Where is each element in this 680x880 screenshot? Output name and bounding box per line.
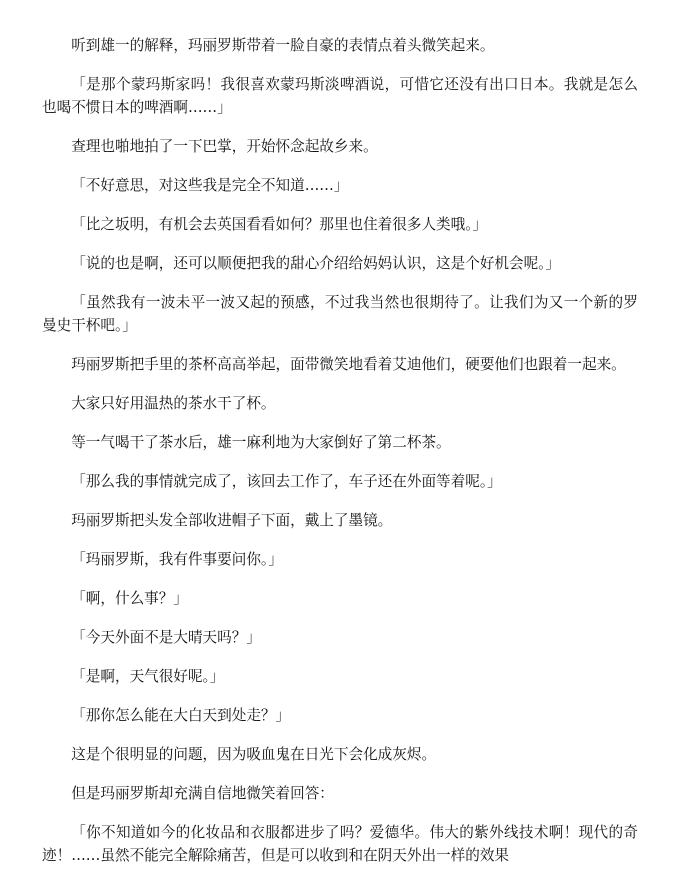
paragraph: 「不好意思，对这些我是完全不知道……」 (71, 177, 349, 194)
paragraph: 「玛丽罗斯，我有件事要问你。」 (71, 551, 283, 568)
paragraph: 「那么我的事情就完成了，该回去工作了，车子还在外面等着呢。」 (71, 473, 502, 490)
paragraph: 「今天外面不是大晴天吗？」 (71, 629, 261, 646)
paragraph: 「啊，什么事？」 (71, 590, 188, 607)
paragraph: 等一气喝干了茶水后，雄一麻利地为大家倒好了第二杯茶。 (71, 434, 451, 451)
paragraph: 听到雄一的解释，玛丽罗斯带着一脸自豪的表情点着头微笑起来。 (71, 37, 495, 54)
paragraph: 查理也啪地拍了一下巴掌，开始怀念起故乡来。 (71, 138, 378, 155)
paragraph: 「那你怎么能在大白天到处走？」 (71, 707, 291, 724)
paragraph: 「比之坂明，有机会去英国看看如何？那里也住着很多人类哦。」 (71, 216, 488, 233)
paragraph: 玛丽罗斯把手里的茶杯高高举起，面带微笑地看着艾迪他们，硬要他们也跟着一起来。 (71, 356, 626, 373)
paragraph: 大家只好用温热的茶水干了杯。 (71, 395, 276, 412)
paragraph: 「虽然我有一波未平一波又起的预感，不过我当然也很期待了。让我们为又一个新的罗曼史干杯吧。」 (42, 294, 638, 334)
paragraph: 「是那个蒙玛斯家吗！我很喜欢蒙玛斯淡啤酒说，可惜它还没有出口日本。我就是怎么也喝不惯日本的啤酒啊……」 (42, 76, 638, 116)
paragraph: 玛丽罗斯把头发全部收进帽子下面，戴上了墨镜。 (71, 512, 393, 529)
paragraph: 这是个很明显的问题，因为吸血鬼在日光下会化成灰烬。 (71, 746, 437, 763)
paragraph: 「你不知道如今的化妆品和衣服都进步了吗？爱德华。伟大的紫外线技术啊！现代的奇迹！……虽然不能完全解除痛苦，但是可以收到和在阴天外出一样的效果 (42, 824, 638, 864)
paragraph: 「是啊，天气很好呢。」 (71, 668, 225, 685)
paragraph: 但是玛丽罗斯却充满自信地微笑着回答： (71, 785, 334, 802)
paragraph: 「说的也是啊，还可以顺便把我的甜心介绍给妈妈认识，这是个好机会呢。」 (71, 255, 561, 272)
